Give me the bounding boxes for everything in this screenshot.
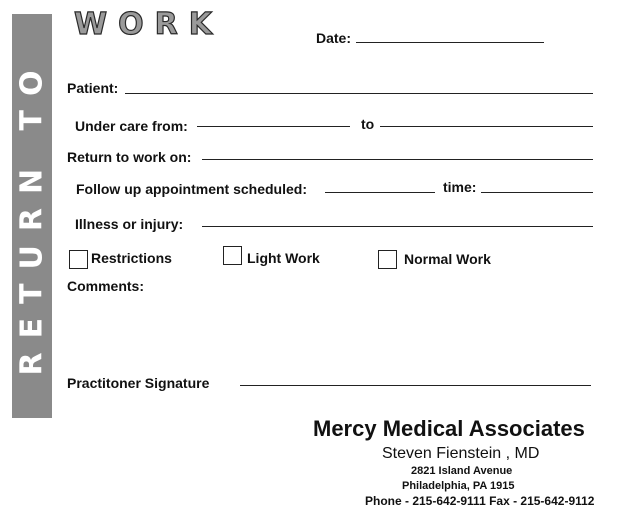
to-label: to — [361, 116, 375, 132]
contact-line: Phone - 215-642-9111 Fax - 215-642-9112 — [365, 494, 595, 508]
date-label: Date: — [316, 30, 352, 46]
under-care-label: Under care from: — [75, 118, 188, 134]
restrictions-checkbox[interactable] — [69, 250, 88, 269]
address-line-1: 2821 Island Avenue — [411, 465, 513, 477]
return-to-work-line[interactable] — [202, 159, 593, 160]
under-care-from-line[interactable] — [197, 126, 350, 127]
time-line[interactable] — [481, 192, 593, 193]
illness-label: Illness or injury: — [75, 216, 184, 232]
under-care-to-line[interactable] — [380, 126, 593, 127]
follow-up-label: Follow up appointment scheduled: — [76, 181, 307, 197]
comments-label: Comments: — [67, 278, 145, 294]
date-line[interactable] — [356, 42, 544, 43]
signature-label: Practitoner Signature — [67, 375, 210, 391]
illness-line[interactable] — [202, 226, 593, 227]
restrictions-label: Restrictions — [91, 250, 172, 266]
clinic-name: Mercy Medical Associates — [313, 416, 585, 441]
signature-line[interactable] — [240, 385, 591, 386]
return-to-banner — [12, 14, 52, 418]
time-label: time: — [443, 179, 477, 195]
light-work-label: Light Work — [247, 250, 320, 266]
address-line-2: Philadelphia, PA 1915 — [402, 480, 515, 492]
return-to-text: RETURN TO — [14, 56, 50, 376]
normal-work-checkbox[interactable] — [378, 250, 397, 269]
patient-line[interactable] — [125, 93, 593, 94]
return-to-work-label: Return to work on: — [67, 149, 192, 165]
follow-up-line[interactable] — [325, 192, 435, 193]
light-work-checkbox[interactable] — [223, 246, 242, 265]
normal-work-label: Normal Work — [404, 251, 491, 267]
work-title: WORK — [74, 7, 223, 42]
patient-label: Patient: — [67, 80, 119, 96]
doctor-name: Steven Fienstein , MD — [382, 445, 540, 462]
